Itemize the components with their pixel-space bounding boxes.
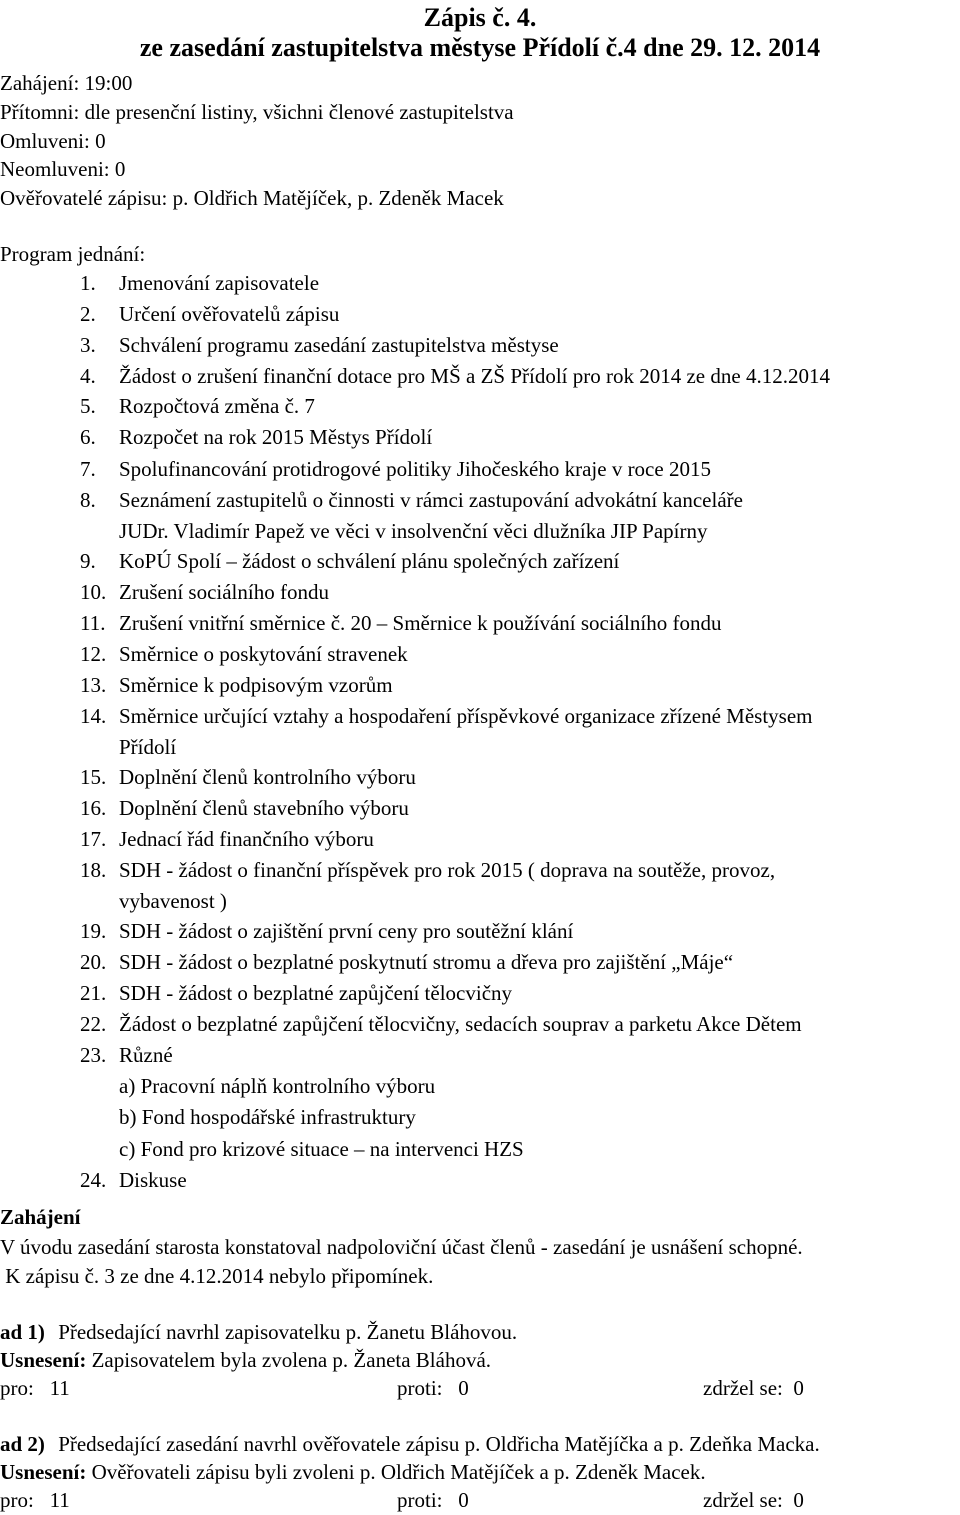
ad1-label: ad 1) <box>0 1320 45 1344</box>
program-item-text: Směrnice k podpisovým vzorům <box>119 673 393 697</box>
program-item-number: 22. <box>80 1012 107 1036</box>
ad2-vote-proti: proti: 0 <box>397 1488 469 1512</box>
ad1-vote <box>0 1374 960 1402</box>
program-item-text: Určení ověřovatelů zápisu <box>119 302 340 326</box>
program-item-text: Žádost o bezplatné zapůjčení tělocvičny, sedacích souprav a parketu Akce Dětem <box>119 1012 802 1036</box>
ad1-line <box>0 1318 517 1346</box>
program-item-text: SDH - žádost o finanční příspěvek pro rok 2015 ( doprava na soutěže, provoz, <box>119 858 776 882</box>
ad2-text: Předsedající zasedání navrhl ověřovatele zápisu p. Oldřicha Matějíčka a p. Zdeňka Macka. <box>58 1432 820 1456</box>
document-title: Zápis č. 4. <box>423 3 537 32</box>
program-item-number: 15. <box>80 765 107 789</box>
program-item-text-continued: vybavenost ) <box>119 889 227 913</box>
program-item-number: 1. <box>80 271 96 295</box>
program-item-text: Směrnice o poskytování stravenek <box>119 642 408 666</box>
program-item-text: Různé <box>119 1043 173 1067</box>
program-item-number: 3. <box>80 333 96 357</box>
ad2-resolution-label: Usnesení: <box>0 1460 87 1484</box>
program-item-text: Směrnice určující vztahy a hospodaření příspěvkové organizace zřízené Městysem <box>119 704 813 728</box>
start-time: Zahájení: 19:00 <box>0 71 133 95</box>
program-item-number: 16. <box>80 796 107 820</box>
section-heading-zahajeni: Zahájení <box>0 1205 81 1229</box>
program-subitem: a) Pracovní náplň kontrolního výboru <box>119 1074 436 1098</box>
program-item-text: Rozpočet na rok 2015 Městys Přídolí <box>119 425 433 449</box>
ad1-resolution-label: Usnesení: <box>0 1348 87 1372</box>
previous-minutes-note: K zápisu č. 3 ze dne 4.12.2014 nebylo připomínek. <box>0 1264 434 1288</box>
program-subitem: b) Fond hospodářské infrastruktury <box>119 1105 416 1129</box>
program-item-number: 6. <box>80 425 96 449</box>
program-item-number: 19. <box>80 919 107 943</box>
program-item-text: Spolufinancování protidrogové politiky Jihočeského kraje v roce 2015 <box>119 457 711 481</box>
program-item-text: Zrušení vnitřní směrnice č. 20 – Směrnice k používání sociálního fondu <box>119 611 722 635</box>
ad2-resolution <box>0 1458 706 1486</box>
program-item-number: 20. <box>80 950 107 974</box>
program-item-text-continued: JUDr. Vladimír Papež ve věci v insolvenční věci dlužníka JIP Papírny <box>119 519 708 543</box>
ad2-label: ad 2) <box>0 1432 45 1456</box>
program-item-text: Schválení programu zasedání zastupitelstva městyse <box>119 333 559 357</box>
program-item-number: 24. <box>80 1168 107 1192</box>
program-item-number: 8. <box>80 488 96 512</box>
ad1-vote-abstain: zdržel se: 0 <box>703 1376 804 1400</box>
program-item-text: Jednací řád finančního výboru <box>119 827 374 851</box>
program-item-number: 12. <box>80 642 107 666</box>
program-item-text: Diskuse <box>119 1168 187 1192</box>
program-item-text: Žádost o zrušení finanční dotace pro MŠ a ZŠ Přídolí pro rok 2014 ze dne 4.12.2014 <box>119 364 830 388</box>
program-item-number: 23. <box>80 1043 107 1067</box>
program-item-text: Seznámení zastupitelů o činnosti v rámci zastupování advokátní kanceláře <box>119 488 743 512</box>
program-item-text: SDH - žádost o bezplatné zapůjčení tělocvičny <box>119 981 513 1005</box>
program-item-text: SDH - žádost o bezplatné poskytnutí stromu a dřeva pro zajištění „Máje“ <box>119 950 734 974</box>
ad2-vote <box>0 1486 960 1514</box>
program-item-number: 13. <box>80 673 107 697</box>
program-subitem: c) Fond pro krizové situace – na intervenci HZS <box>119 1137 524 1161</box>
program-item-text: Doplnění členů kontrolního výboru <box>119 765 416 789</box>
ad1-vote-proti: proti: 0 <box>397 1376 469 1400</box>
program-item-number: 2. <box>80 302 96 326</box>
ad2-resolution-text: Ověřovateli zápisu byli zvoleni p. Oldřich Matějíček a p. Zdeněk Macek. <box>86 1460 706 1484</box>
program-item-number: 4. <box>80 364 96 388</box>
program-item-number: 9. <box>80 549 96 573</box>
program-item-number: 14. <box>80 704 107 728</box>
program-item-text: Doplnění členů stavebního výboru <box>119 796 409 820</box>
program-item-number: 11. <box>80 611 106 635</box>
intro-paragraph: V úvodu zasedání starosta konstatoval nadpoloviční účast členů - zasedání je usnášení schopné. <box>0 1235 803 1259</box>
ad2-line <box>0 1430 820 1458</box>
ad1-resolution-text: Zapisovatelem byla zvolena p. Žaneta Bláhová. <box>86 1348 492 1372</box>
ad1-text: Předsedající navrhl zapisovatelku p. Žanetu Bláhovou. <box>58 1320 518 1344</box>
program-item-number: 18. <box>80 858 107 882</box>
attendance: Přítomni: dle presenční listiny, všichni členové zastupitelstva <box>0 100 514 124</box>
program-item-text: KoPÚ Spolí – žádost o schválení plánu společných zařízení <box>119 549 620 573</box>
ad2-vote-abstain: zdržel se: 0 <box>703 1488 804 1512</box>
program-item-text: Rozpočtová změna č. 7 <box>119 394 315 418</box>
program-item-number: 17. <box>80 827 107 851</box>
program-item-text: Jmenování zapisovatele <box>119 271 320 295</box>
document-subtitle: ze zasedání zastupitelstva městyse Přídolí č.4 dne 29. 12. 2014 <box>139 33 821 62</box>
program-item-number: 10. <box>80 580 107 604</box>
unexcused: Neomluveni: 0 <box>0 157 126 181</box>
ad2-vote-pro: pro: 11 <box>0 1488 70 1512</box>
program-item-text: Zrušení sociálního fondu <box>119 580 329 604</box>
ad1-resolution <box>0 1346 491 1374</box>
program-item-number: 5. <box>80 394 96 418</box>
ad1-vote-pro: pro: 11 <box>0 1376 70 1400</box>
program-heading: Program jednání: <box>0 242 146 266</box>
program-item-text: SDH - žádost o zajištění první ceny pro soutěžní klání <box>119 919 574 943</box>
excused: Omluveni: 0 <box>0 129 106 153</box>
program-item-text-continued: Přídolí <box>119 735 177 759</box>
program-item-number: 21. <box>80 981 107 1005</box>
verifiers: Ověřovatelé zápisu: p. Oldřich Matějíček, p. Zdeněk Macek <box>0 186 504 210</box>
program-item-number: 7. <box>80 457 96 481</box>
